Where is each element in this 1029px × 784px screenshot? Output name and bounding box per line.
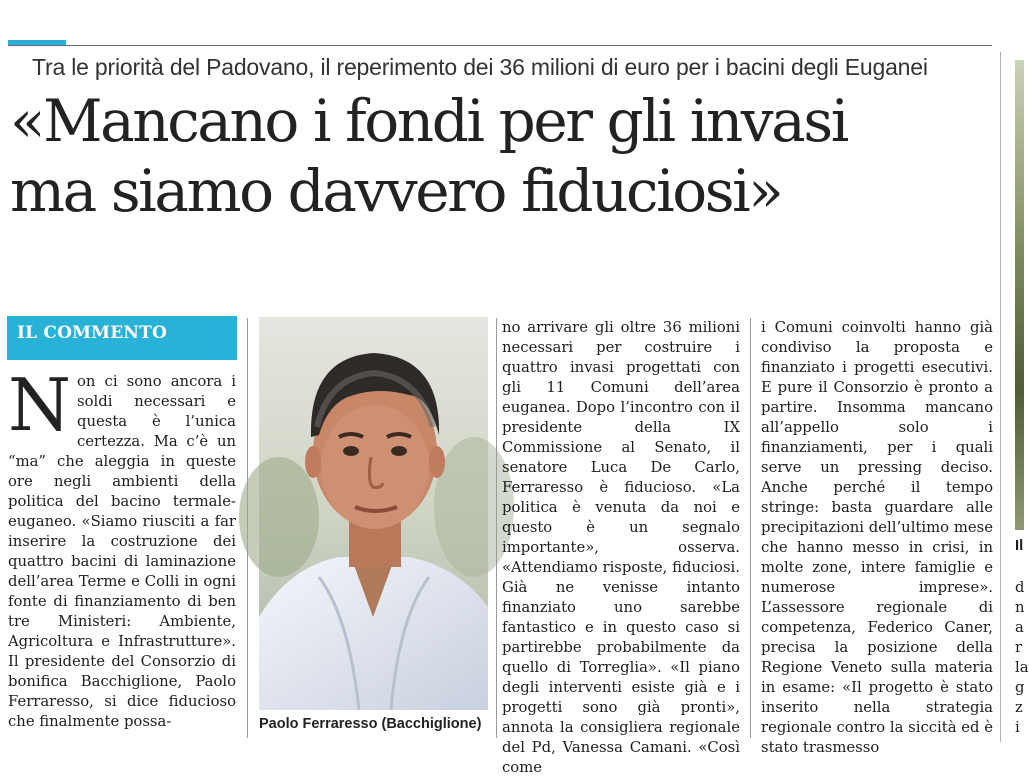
top-rule <box>8 45 992 46</box>
column-divider <box>496 318 497 738</box>
portrait-illustration <box>259 317 488 710</box>
headline <box>10 86 990 226</box>
article-column-1 <box>8 363 236 732</box>
adjacent-text-fragment: d <box>1015 579 1025 596</box>
article-column-3 <box>761 318 993 758</box>
adjacent-text-fragment: z <box>1015 699 1023 716</box>
adjacent-caption-fragment: Il <box>1015 538 1024 554</box>
photo-caption: Paolo Ferraresso (Bacchiglione) <box>259 716 482 732</box>
adjacent-article-divider <box>1000 52 1001 742</box>
adjacent-text-fragment: g <box>1015 679 1025 696</box>
headline-line-2: ma siamo davvero fiduciosi» <box>10 157 782 225</box>
portrait-photo <box>259 317 488 710</box>
column-divider <box>750 318 751 738</box>
adjacent-article-photo <box>1015 60 1024 530</box>
adjacent-text-fragment: a <box>1015 619 1024 636</box>
adjacent-text-fragment: i <box>1015 719 1020 736</box>
section-label: IL COMMENTO <box>7 316 237 360</box>
article-column-1-text: on ci sono ancora i soldi necessari e questa è l’unica certezza. Ma c’è un “ma” che aleggia in queste ore negli ambienti della politica del bacino termale-euganeo. «Siamo riusciti a far inserire la costruzione dei quattro bacini di laminazione dell’area Terme e Colli in ogni fonte di finanziamento di ben tre Ministeri: Ambiente, Agricoltura e Infrastrutture». Il presidente del Consorzio di bonifica Bacchiglione, Paolo Ferraresso, si dice fiducioso che finalmente possa- <box>8 373 236 730</box>
adjacent-text-fragment: la <box>1015 659 1029 676</box>
article-column-2-text: no arrivare gli oltre 36 milioni necessari per costruire i quattro invasi progettati con gli 11 Comuni dell’area euganea. Dopo l’incontro con il presidente della IX Commissione al Senato, il senatore Luca De Carlo, Ferraresso è fiducioso. «La politica è venuta da noi e questo è un segnalo importante», osserva. «Attendiamo risposte, fiduciosi. Già ne venisse intanto finanziato uno sarebbe fantastico e in questo caso si partirebbe probabilmente da quello di Torreglia». «Il piano degli interventi esiste già e i progetti sono già pronti», annota la consigliera regionale del Pd, Vanessa Camani. «Così come <box>502 319 740 776</box>
adjacent-text-fragment: r <box>1015 639 1023 656</box>
kicker: Tra le priorità del Padovano, il reperimento dei 36 milioni di euro per i bacini degli Euganei <box>32 54 928 80</box>
headline-line-1: «Mancano i fondi per gli invasi <box>10 87 847 155</box>
drop-cap: N <box>8 363 71 447</box>
article-column-3-text: i Comuni coinvolti hanno già condiviso la proposta e finanziato i progetti esecutivi. E pure il Consorzio è pronto a partire. Insomma mancano all’appello solo i finanziamenti, per i quali serve un pressing deciso. Anche perché il tempo stringe: basta guardare alle precipitazioni dell’ultimo mese che hanno messo in crisi, in molte zone, intere famiglie e numerose imprese». L’assessore regionale di competenza, Federico Caner, precisa la posizione della Regione Veneto sulla materia in esame: «Il progetto è stato inserito nella strategia regionale contro la siccità ed è stato trasmesso <box>761 319 993 756</box>
article-column-2 <box>502 318 740 778</box>
adjacent-text-fragment: n <box>1015 599 1025 616</box>
